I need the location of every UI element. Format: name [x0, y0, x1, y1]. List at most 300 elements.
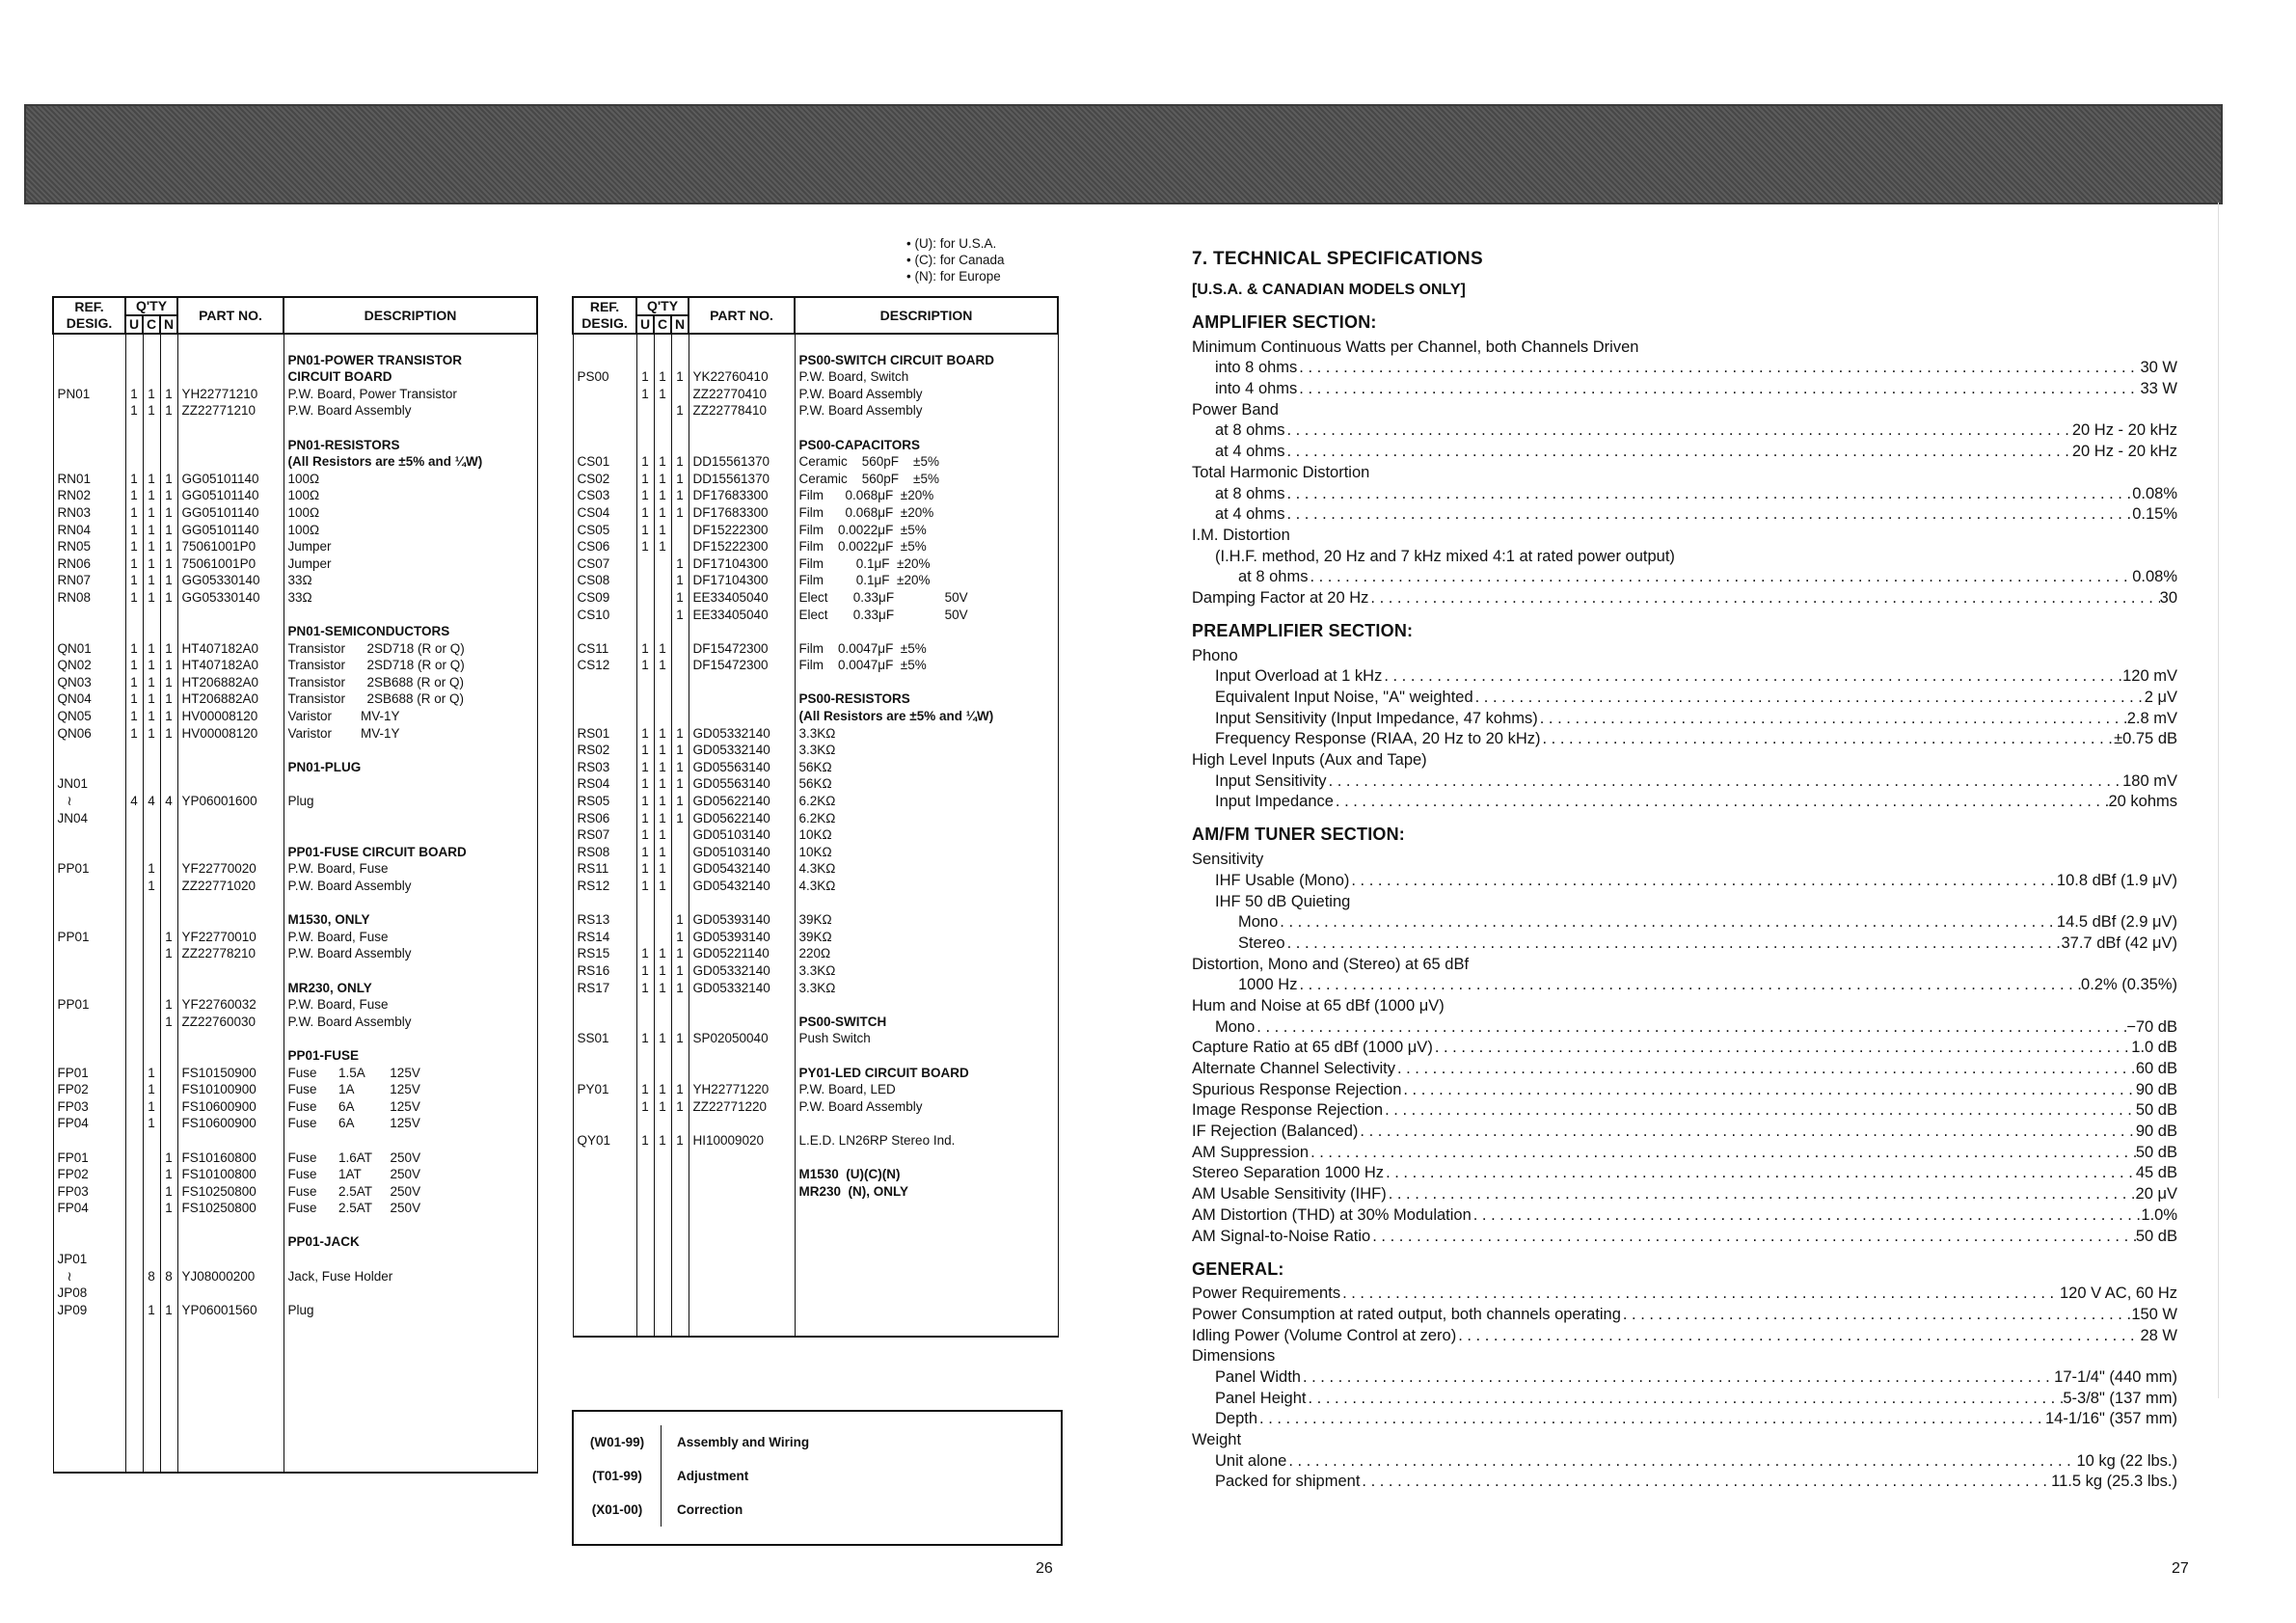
qty-c-cell: 1	[654, 775, 671, 793]
qty-n-cell	[671, 1200, 689, 1217]
qty-u-cell	[125, 1403, 143, 1420]
qty-u-cell	[125, 1115, 143, 1132]
spec-line	[1192, 1057, 2177, 1078]
table-row	[53, 1336, 537, 1353]
qty-c-cell	[654, 419, 671, 437]
qty-n-cell	[160, 1403, 177, 1420]
qty-c-cell: 1	[654, 878, 671, 895]
spec-label: AM Distortion (THD) at 30% Modulation	[1192, 1205, 1472, 1224]
table-row	[53, 437, 537, 454]
qty-n-cell	[671, 844, 689, 861]
ref-cell: QN05	[53, 708, 125, 725]
qty-c-cell: 1	[654, 453, 671, 471]
table-row	[573, 844, 1058, 861]
parts-body	[53, 334, 537, 1473]
qty-u-cell	[125, 1353, 143, 1370]
table-row	[573, 793, 1058, 810]
table-row	[53, 607, 537, 624]
part-no-cell	[177, 911, 284, 929]
part-no-cell: YK22760410	[689, 368, 795, 386]
qty-u-cell	[636, 1285, 654, 1302]
spec-value: 50 dB	[2135, 1101, 2177, 1120]
table-row	[573, 962, 1058, 980]
qty-u-cell	[125, 929, 143, 946]
spec-label: High Level Inputs (Aux and Tape)	[1192, 751, 1427, 770]
description-cell: 10KΩ	[795, 844, 1058, 861]
spec-label: Panel Height	[1215, 1389, 1307, 1407]
qty-n-cell: 1	[671, 980, 689, 997]
qty-u-cell: 1	[636, 453, 654, 471]
qty-u-cell	[125, 1233, 143, 1251]
table-row	[53, 1098, 537, 1116]
description-cell: 3.3KΩ	[795, 980, 1058, 997]
description-cell: Elect 0.33μF 50V	[795, 607, 1058, 624]
ref-cell	[53, 844, 125, 861]
spec-label: AM Suppression	[1192, 1143, 1310, 1161]
qty-u-cell: 1	[125, 538, 143, 555]
qty-n-cell: 1	[160, 1183, 177, 1201]
spec-line	[1192, 482, 2177, 503]
qty-c-cell	[654, 589, 671, 607]
qty-u-cell	[125, 1047, 143, 1065]
qty-c-cell	[143, 1166, 160, 1183]
qty-n-cell	[160, 775, 177, 793]
col-description: DESCRIPTION	[795, 297, 1058, 334]
qty-n-cell: 1	[671, 759, 689, 776]
description-cell: Film 0.068μF ±20%	[795, 487, 1058, 504]
spec-label: Input Overload at 1 kHz	[1215, 667, 1383, 686]
description-cell: Plug	[284, 793, 537, 810]
part-no-cell: GD05332140	[689, 962, 795, 980]
part-no-cell	[689, 895, 795, 912]
description-cell	[795, 1115, 1058, 1132]
table-row	[573, 623, 1058, 640]
table-row	[53, 996, 537, 1014]
part-no-cell	[177, 1047, 284, 1065]
table-row	[573, 775, 1058, 793]
col-n: N	[671, 315, 689, 334]
part-no-cell: FS10600900	[177, 1115, 284, 1132]
qty-c-cell: 1	[654, 368, 671, 386]
ref-cell: JP09	[53, 1302, 125, 1319]
spec-line	[1192, 1303, 2177, 1324]
table-row	[53, 1115, 537, 1132]
ref-cell	[573, 1014, 636, 1031]
spec-label: at 4 ohms	[1215, 443, 1285, 461]
qty-n-cell: 1	[160, 386, 177, 403]
qty-n-cell	[671, 826, 689, 844]
table-row	[573, 419, 1058, 437]
description-cell	[284, 419, 537, 437]
spec-label: Capture Ratio at 65 dBf (1000 μV)	[1192, 1039, 1433, 1057]
qty-n-cell	[671, 674, 689, 691]
qty-n-cell	[671, 334, 689, 352]
table-row	[53, 352, 537, 369]
qty-u-cell	[125, 368, 143, 386]
leader-dots	[1456, 1327, 2140, 1345]
ref-cell	[53, 334, 125, 352]
description-cell: PP01-FUSE CIRCUIT BOARD	[284, 844, 537, 861]
description-cell: PP01-JACK	[284, 1233, 537, 1251]
ref-cell: QN04	[53, 690, 125, 708]
spec-line	[1192, 336, 2177, 357]
description-cell	[795, 419, 1058, 437]
table-row	[53, 368, 537, 386]
ref-cell	[53, 437, 125, 454]
description-cell: P.W. Board Assembly	[284, 402, 537, 419]
ref-cell	[573, 1183, 636, 1201]
table-row	[573, 1166, 1058, 1183]
spec-value: 11.5 kg (25.3 lbs.)	[2051, 1473, 2177, 1491]
description-cell: P.W. Board, Power Transistor	[284, 386, 537, 403]
part-no-cell	[689, 1047, 795, 1065]
ref-cell	[53, 1014, 125, 1031]
part-no-cell	[689, 690, 795, 708]
qty-c-cell: 1	[143, 1098, 160, 1116]
description-cell	[284, 1403, 537, 1420]
part-no-cell	[689, 1318, 795, 1337]
ref-cell: QN06	[53, 725, 125, 743]
qty-n-cell	[160, 419, 177, 437]
qty-u-cell	[636, 1200, 654, 1217]
qty-u-cell	[125, 1336, 143, 1353]
spec-value: 120 V AC, 60 Hz	[2060, 1285, 2177, 1303]
spec-label: into 8 ohms	[1215, 359, 1298, 377]
spec-value: 2.8 mV	[2126, 709, 2177, 727]
ref-cell: CS09	[573, 589, 636, 607]
ref-cell: FP03	[53, 1098, 125, 1116]
part-no-cell	[177, 334, 284, 352]
description-cell: 100Ω	[284, 471, 537, 488]
table-row	[573, 471, 1058, 488]
ref-cell: RS03	[573, 759, 636, 776]
part-no-cell: HT407182A0	[177, 640, 284, 658]
code-row	[574, 1459, 1061, 1493]
qty-c-cell: 1	[143, 1302, 160, 1319]
spec-label: Total Harmonic Distortion	[1192, 463, 1370, 481]
part-no-cell: GD05103140	[689, 826, 795, 844]
ref-cell: RS02	[573, 742, 636, 759]
qty-u-cell	[125, 419, 143, 437]
spec-title: 7. TECHNICAL SPECIFICATIONS	[1192, 249, 1483, 269]
qty-n-cell	[160, 334, 177, 352]
spec-label: Hum and Noise at 65 dBf (1000 μV)	[1192, 996, 1445, 1014]
description-cell: PY01-LED CIRCUIT BOARD	[795, 1065, 1058, 1082]
code: (T01-99)	[574, 1459, 662, 1493]
part-no-cell	[177, 810, 284, 827]
qty-u-cell: 1	[636, 945, 654, 962]
ref-cell: PY01	[573, 1081, 636, 1098]
qty-n-cell: 1	[160, 996, 177, 1014]
part-no-cell: HI10009020	[689, 1132, 795, 1150]
part-no-cell	[177, 453, 284, 471]
table-row	[573, 334, 1058, 352]
ref-cell	[573, 1047, 636, 1065]
description-cell	[284, 1353, 537, 1370]
qty-c-cell	[143, 742, 160, 759]
spec-subtitle: [U.S.A. & CANADIAN MODELS ONLY]	[1192, 282, 1466, 298]
qty-n-cell	[671, 1115, 689, 1132]
legend-item: • (U): for U.S.A.	[906, 235, 1005, 252]
spec-label: AM Usable Sensitivity (IHF)	[1192, 1185, 1387, 1204]
qty-c-cell: 1	[143, 690, 160, 708]
spec-line	[1192, 994, 2177, 1015]
part-no-cell	[177, 1251, 284, 1268]
page-fold	[2218, 203, 2219, 1398]
part-no-cell	[177, 1454, 284, 1473]
part-no-cell: ZZ22760030	[177, 1014, 284, 1031]
ref-cell: FP01	[53, 1065, 125, 1082]
description-cell	[284, 1387, 537, 1404]
table-row	[53, 623, 537, 640]
part-no-cell	[177, 826, 284, 844]
code-row	[574, 1425, 1061, 1459]
spec-label: Input Sensitivity (Input Impedance, 47 kohms)	[1215, 709, 1538, 727]
qty-n-cell	[160, 878, 177, 895]
qty-n-cell	[671, 419, 689, 437]
spec-label: Stereo	[1238, 933, 1285, 952]
qty-c-cell	[654, 352, 671, 369]
qty-n-cell	[671, 1047, 689, 1065]
table-row	[53, 522, 537, 539]
description-cell: 33Ω	[284, 572, 537, 589]
qty-u-cell	[125, 1438, 143, 1455]
ref-cell	[573, 402, 636, 419]
ref-cell: JP01	[53, 1251, 125, 1268]
description-cell	[795, 623, 1058, 640]
spec-line	[1192, 1324, 2177, 1345]
qty-n-cell: 1	[671, 368, 689, 386]
leader-dots	[1384, 1164, 2136, 1182]
spec-value: 90 dB	[2135, 1080, 2177, 1098]
qty-u-cell	[125, 1183, 143, 1201]
description-cell: 6.2KΩ	[795, 810, 1058, 827]
qty-c-cell	[654, 1200, 671, 1217]
qty-u-cell: 1	[636, 759, 654, 776]
qty-n-cell	[160, 1420, 177, 1438]
qty-u-cell: 1	[636, 826, 654, 844]
table-row	[573, 437, 1058, 454]
qty-u-cell	[636, 1268, 654, 1285]
description-cell: PN01-SEMICONDUCTORS	[284, 623, 537, 640]
table-row	[573, 555, 1058, 573]
spec-label: IHF Usable (Mono)	[1215, 871, 1350, 889]
qty-n-cell: 4	[160, 793, 177, 810]
spec-value: −70 dB	[2126, 1017, 2177, 1036]
qty-n-cell: 1	[671, 725, 689, 743]
qty-c-cell: 4	[143, 793, 160, 810]
ref-cell: RN02	[53, 487, 125, 504]
qty-n-cell: 1	[160, 1150, 177, 1167]
spec-value: 45 dB	[2135, 1164, 2177, 1182]
spec-value: 30 W	[2140, 359, 2177, 377]
spec-value: 2 μV	[2144, 689, 2177, 706]
qty-u-cell	[125, 1454, 143, 1473]
table-row	[573, 980, 1058, 997]
part-no-cell: DF15222300	[689, 522, 795, 539]
qty-c-cell	[654, 437, 671, 454]
qty-u-cell: 1	[636, 538, 654, 555]
qty-c-cell	[143, 1353, 160, 1370]
qty-u-cell	[125, 623, 143, 640]
qty-c-cell: 1	[654, 980, 671, 997]
qty-c-cell: 1	[143, 1115, 160, 1132]
leader-dots	[1334, 793, 2109, 811]
description-cell: 4.3KΩ	[795, 860, 1058, 878]
description-cell: Film 0.0022μF ±5%	[795, 538, 1058, 555]
qty-c-cell	[143, 368, 160, 386]
leader-dots	[1383, 1101, 2136, 1120]
col-description: DESCRIPTION	[284, 297, 537, 334]
description-cell	[284, 1318, 537, 1336]
qty-c-cell: 1	[143, 657, 160, 674]
leader-dots	[1284, 421, 2071, 440]
table-row	[53, 1233, 537, 1251]
ref-cell	[573, 895, 636, 912]
qty-c-cell	[654, 1183, 671, 1201]
table-row	[53, 844, 537, 861]
qty-c-cell	[143, 844, 160, 861]
part-no-cell	[689, 1065, 795, 1082]
qty-u-cell	[125, 1369, 143, 1387]
ref-cell	[53, 1353, 125, 1370]
spec-label: at 8 ohms	[1215, 484, 1285, 502]
qty-c-cell	[143, 929, 160, 946]
leader-dots	[1308, 568, 2132, 586]
description-cell: (All Resistors are ±5% and ¼W)	[284, 453, 537, 471]
qty-u-cell: 1	[125, 657, 143, 674]
qty-n-cell: 1	[671, 945, 689, 962]
ref-cell	[573, 1217, 636, 1234]
description-cell	[284, 742, 537, 759]
table-row	[573, 1268, 1058, 1285]
leader-dots	[1349, 872, 2057, 890]
qty-c-cell	[654, 895, 671, 912]
code-label: Adjustment	[677, 1469, 749, 1483]
description-cell: Fuse 2.5AT 250V	[284, 1183, 537, 1201]
spec-line	[1192, 890, 2177, 911]
code-label: Correction	[677, 1502, 743, 1517]
qty-n-cell	[671, 1065, 689, 1082]
qty-u-cell: 1	[125, 471, 143, 488]
spec-section-heading: AMPLIFIER SECTION:	[1192, 312, 1377, 332]
spec-line	[1192, 440, 2177, 461]
code: (X01-00)	[574, 1493, 662, 1527]
qty-n-cell	[671, 522, 689, 539]
qty-u-cell	[125, 1420, 143, 1438]
qty-n-cell	[160, 453, 177, 471]
leader-dots	[1538, 710, 2127, 728]
ref-cell	[53, 1369, 125, 1387]
qty-u-cell	[636, 674, 654, 691]
qty-n-cell	[160, 1285, 177, 1302]
qty-n-cell: 1	[160, 945, 177, 962]
ref-cell: RN08	[53, 589, 125, 607]
description-cell: PN01-PLUG	[284, 759, 537, 776]
ref-cell	[53, 419, 125, 437]
ref-cell: QN01	[53, 640, 125, 658]
part-no-cell	[689, 1217, 795, 1234]
description-cell: (All Resistors are ±5% and ¼W)	[795, 708, 1058, 725]
description-cell: 100Ω	[284, 522, 537, 539]
qty-u-cell	[125, 1285, 143, 1302]
qty-n-cell	[160, 1030, 177, 1047]
qty-n-cell	[671, 708, 689, 725]
qty-c-cell: 1	[143, 555, 160, 573]
description-cell: 3.3KΩ	[795, 962, 1058, 980]
part-no-cell	[177, 895, 284, 912]
table-row	[53, 657, 537, 674]
leader-dots	[1297, 380, 2140, 398]
description-cell: 56KΩ	[795, 775, 1058, 793]
qty-u-cell: 1	[636, 487, 654, 504]
table-row	[53, 1353, 537, 1370]
qty-c-cell	[143, 352, 160, 369]
description-cell	[284, 1132, 537, 1150]
qty-n-cell	[671, 1302, 689, 1319]
qty-u-cell: 1	[636, 1030, 654, 1047]
qty-c-cell: 1	[654, 725, 671, 743]
part-no-cell: FS10250800	[177, 1200, 284, 1217]
table-row	[53, 555, 537, 573]
qty-c-cell	[143, 962, 160, 980]
table-row	[53, 538, 537, 555]
qty-u-cell: 1	[636, 386, 654, 403]
description-cell: M1530 (U)(C)(N)	[795, 1166, 1058, 1183]
spec-label: at 8 ohms	[1215, 421, 1285, 440]
spec-line	[1192, 1387, 2177, 1408]
leader-dots	[1621, 1306, 2131, 1324]
description-cell: P.W. Board Assembly	[795, 386, 1058, 403]
qty-c-cell	[654, 1115, 671, 1132]
description-cell	[284, 1217, 537, 1234]
description-cell: PP01-FUSE	[284, 1047, 537, 1065]
qty-u-cell	[125, 352, 143, 369]
qty-u-cell: 1	[636, 1132, 654, 1150]
spec-label: Depth	[1215, 1410, 1258, 1428]
qty-c-cell	[654, 1268, 671, 1285]
description-cell	[795, 1200, 1058, 1217]
qty-u-cell	[636, 1302, 654, 1319]
qty-c-cell	[143, 419, 160, 437]
table-row	[573, 929, 1058, 946]
part-no-cell: ZZ22771020	[177, 878, 284, 895]
col-n: N	[160, 315, 177, 334]
part-no-cell	[177, 1217, 284, 1234]
table-row	[53, 775, 537, 793]
description-cell: Fuse 1AT 250V	[284, 1166, 537, 1183]
spec-line	[1192, 524, 2177, 545]
qty-n-cell: 1	[160, 1302, 177, 1319]
part-no-cell: HT206882A0	[177, 674, 284, 691]
spec-line	[1192, 545, 2177, 566]
table-row	[573, 1217, 1058, 1234]
qty-n-cell	[160, 368, 177, 386]
qty-c-cell	[143, 453, 160, 471]
table-row	[53, 1047, 537, 1065]
table-row	[53, 1065, 537, 1082]
part-no-cell	[177, 1285, 284, 1302]
ref-cell: RN06	[53, 555, 125, 573]
spec-value: 120 mV	[2122, 667, 2177, 686]
qty-n-cell: 1	[671, 607, 689, 624]
description-cell	[284, 1251, 537, 1268]
qty-n-cell	[160, 980, 177, 997]
ref-cell	[573, 690, 636, 708]
ref-cell: QN02	[53, 657, 125, 674]
ref-cell: RS14	[573, 929, 636, 946]
qty-n-cell	[671, 1014, 689, 1031]
